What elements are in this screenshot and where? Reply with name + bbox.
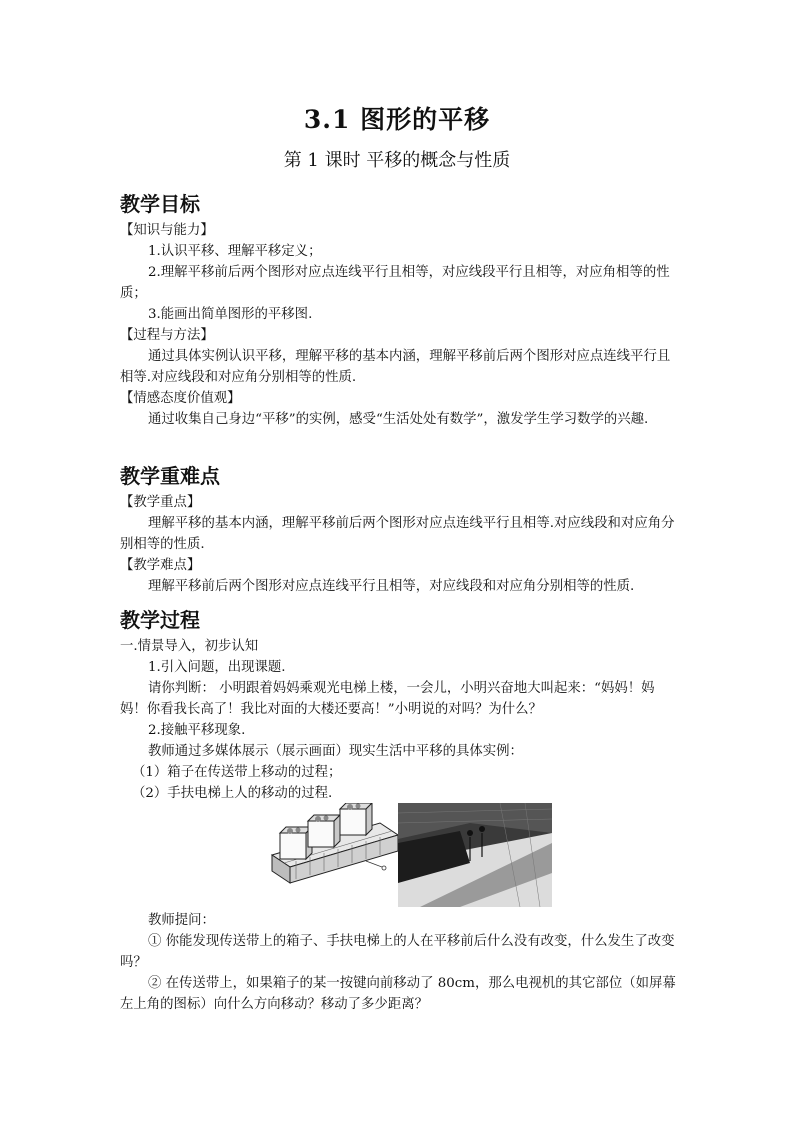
heading-objectives: 教学目标 [120,192,200,216]
conveyor-belt-illustration [270,803,552,907]
teacher-ask: 教师提问： [148,913,215,928]
process-text: 通过具体实例认识平移，理解平移的基本内涵，理解平移前后两个图形对应点连线平行且相等.对应线段和对应角分别相等的性质. [120,349,671,385]
example2: （2）手扶电梯上人的移动的过程. [132,786,333,801]
knowledge-item: 2.理解平移前后两个图形对应点连线平行且相等，对应线段平行且相等，对应角相等的性质； [120,265,670,301]
step1-text: 请你判断： 小明跟着妈妈乘观光电梯上楼，一会儿，小明兴奋地大叫起来：“妈妈！妈妈！你看我长高了！我比对面的大楼还要高！”小明说的对吗？为什么？ [120,681,655,717]
knowledge-label: 【知识与能力】 [120,223,214,238]
difficulty-text: 理解平移前后两个图形对应点连线平行且相等，对应线段和对应角分别相等的性质. [148,579,635,594]
process-label: 【过程与方法】 [120,328,214,343]
heading-keypoints: 教学重难点 [120,464,220,488]
step2-label: 2.接触平移现象. [148,723,246,738]
question-2: ② 在传送带上，如果箱子的某一按键向前移动了 80cm，那么电视机的其它部位（如屏幕左上角的图标）向什么方向移动？移动了多少距离？ [120,976,676,1012]
questions-body [120,910,676,1015]
figures [270,803,552,907]
step1-label: 1.引入问题，出现课题. [148,660,286,675]
focus-text: 理解平移的基本内涵，理解平移前后两个图形对应点连线平行且相等.对应线段和对应角分别相等的性质. [120,516,675,552]
difficulty-label: 【教学难点】 [120,558,201,573]
emotion-text: 通过收集自己身边“平移”的实例，感受“生活处处有数学”，激发学生学习数学的兴趣. [148,412,649,427]
keypoints-body [120,492,676,597]
example1: （1）箱子在传送带上移动的过程； [132,765,342,780]
heading-process: 教学过程 [120,608,200,632]
knowledge-item: 3.能画出简单图形的平移图. [148,307,313,322]
focus-label: 【教学重点】 [120,495,201,510]
emotion-label: 【情感态度价值观】 [120,391,241,406]
page-subtitle: 第 1 课时 平移的概念与性质 [283,150,511,171]
page-title: 3.1 图形的平移 [303,105,491,134]
question-1: ① 你能发现传送带上的箱子、手扶电梯上的人在平移前后什么没有改变，什么发生了改变吗？ [120,934,675,970]
process-body [120,636,676,804]
knowledge-item: 1.认识平移、理解平移定义； [148,244,322,259]
step2-text: 教师通过多媒体展示（展示画面）现实生活中平移的具体实例： [148,744,523,759]
objectives-body [120,220,676,430]
part1-label: 一.情景导入，初步认知 [120,639,259,654]
